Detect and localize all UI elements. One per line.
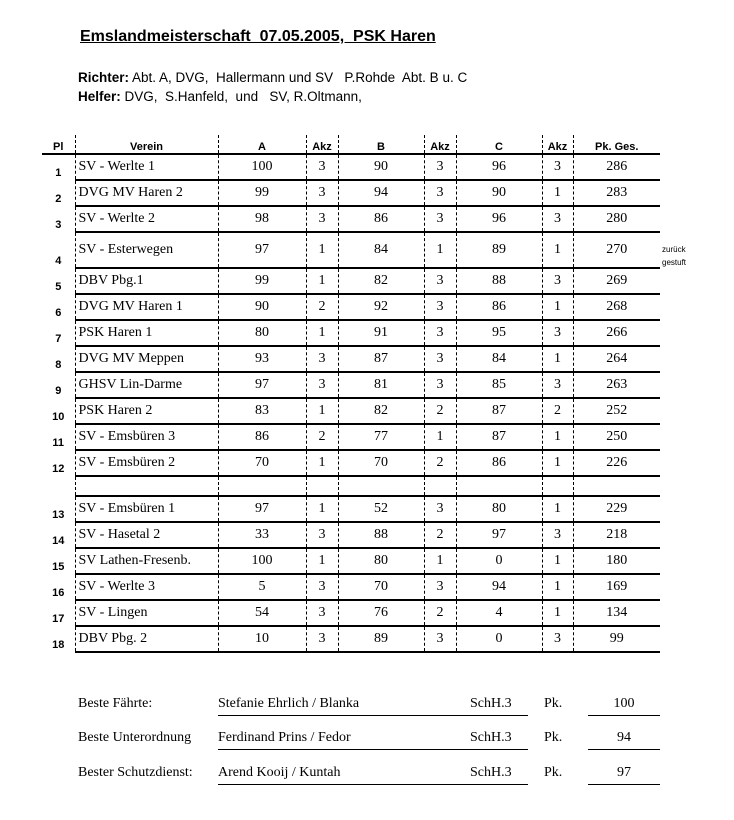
cell-akz-a: 3 — [306, 600, 338, 626]
table-row — [42, 154, 660, 180]
helfer-text: DVG, S.Hanfeld, und SV, R.Oltmann, — [120, 89, 362, 104]
cell-pk-ges: 99 — [573, 626, 660, 652]
table-row — [42, 522, 660, 548]
best-pk-label: Pk. — [544, 696, 563, 711]
cell-verein: SV - Emsbüren 2 — [75, 450, 218, 476]
cell-akz-b: 3 — [424, 154, 456, 180]
cell-akz-b: 3 — [424, 180, 456, 206]
cell-pk-ges: 169 — [573, 574, 660, 600]
header-akz-c: Akz — [542, 135, 573, 154]
best-value: 94 — [588, 730, 660, 750]
cell-score-c: 0 — [456, 548, 542, 574]
cell-akz-c: 1 — [542, 232, 573, 268]
cell-score-c: 97 — [456, 522, 542, 548]
cell-verein: SV - Werlte 2 — [75, 206, 218, 232]
cell-pl: 13 — [52, 509, 65, 521]
cell-verein: SV - Werlte 3 — [75, 574, 218, 600]
table-body — [42, 154, 660, 652]
cell-score-b: 94 — [338, 180, 424, 206]
cell-score-b: 81 — [338, 372, 424, 398]
cell-akz-a: 1 — [306, 548, 338, 574]
page-title: Emslandmeisterschaft 07.05.2005, PSK Haren — [80, 28, 436, 45]
cell-akz-b: 3 — [424, 268, 456, 294]
cell-akz-a: 3 — [306, 372, 338, 398]
best-value: 97 — [588, 765, 660, 785]
cell-score-a: 99 — [218, 268, 306, 294]
group-separator — [42, 476, 660, 496]
header-verein: Verein — [75, 135, 218, 154]
table-row — [42, 294, 660, 320]
cell-verein: PSK Haren 1 — [75, 320, 218, 346]
cell-score-c: 90 — [456, 180, 542, 206]
cell-score-c: 94 — [456, 574, 542, 600]
cell-akz-b: 2 — [424, 450, 456, 476]
best-class: SchH.3 — [470, 765, 512, 780]
cell-pl: 18 — [52, 639, 65, 651]
cell-score-a: 80 — [218, 320, 306, 346]
cell-pk-ges: 252 — [573, 398, 660, 424]
cell-score-b: 90 — [338, 154, 424, 180]
cell-akz-b: 3 — [424, 294, 456, 320]
cell-akz-c: 1 — [542, 180, 573, 206]
cell-verein: SV - Emsbüren 1 — [75, 496, 218, 522]
cell-akz-b: 3 — [424, 206, 456, 232]
cell-verein: GHSV Lin-Darme — [75, 372, 218, 398]
cell-akz-b: 3 — [424, 320, 456, 346]
cell-verein: SV - Emsbüren 3 — [75, 424, 218, 450]
best-pk-label: Pk. — [544, 730, 563, 745]
cell-pl: 8 — [55, 359, 62, 371]
cell-score-a: 97 — [218, 372, 306, 398]
cell-akz-b: 3 — [424, 372, 456, 398]
cell-pl: 4 — [55, 255, 62, 267]
header-pk-ges: Pk. Ges. — [573, 135, 660, 154]
cell-pk-ges: 286 — [573, 154, 660, 180]
cell-score-c: 84 — [456, 346, 542, 372]
cell-akz-a: 1 — [306, 450, 338, 476]
cell-akz-c: 1 — [542, 496, 573, 522]
cell-akz-c: 3 — [542, 626, 573, 652]
cell-akz-c: 3 — [542, 522, 573, 548]
table-row — [42, 626, 660, 652]
cell-pk-ges: 180 — [573, 548, 660, 574]
cell-score-b: 82 — [338, 398, 424, 424]
cell-akz-c: 1 — [542, 346, 573, 372]
cell-pl: 12 — [52, 463, 65, 475]
table-row — [42, 346, 660, 372]
header-akz-b: Akz — [424, 135, 456, 154]
cell-score-b: 84 — [338, 232, 424, 268]
cell-score-a: 100 — [218, 548, 306, 574]
cell-akz-b: 3 — [424, 574, 456, 600]
cell-score-a: 90 — [218, 294, 306, 320]
cell-akz-b: 2 — [424, 600, 456, 626]
cell-verein: SV - Werlte 1 — [75, 154, 218, 180]
cell-akz-c: 1 — [542, 574, 573, 600]
cell-verein: SV - Hasetal 2 — [75, 522, 218, 548]
cell-score-c: 88 — [456, 268, 542, 294]
richter-line — [78, 70, 467, 85]
cell-score-c: 95 — [456, 320, 542, 346]
cell-score-b: 89 — [338, 626, 424, 652]
cell-pl: 2 — [55, 193, 62, 205]
table-row — [42, 320, 660, 346]
table-header-row — [42, 135, 660, 154]
cell-pk-ges: 268 — [573, 294, 660, 320]
cell-pk-ges: 226 — [573, 450, 660, 476]
cell-akz-a: 3 — [306, 154, 338, 180]
cell-score-a: 83 — [218, 398, 306, 424]
cell-akz-a: 1 — [306, 496, 338, 522]
best-name: Arend Kooij / Kuntah — [218, 765, 528, 785]
cell-score-c: 85 — [456, 372, 542, 398]
header-c: C — [456, 135, 542, 154]
cell-akz-a: 3 — [306, 180, 338, 206]
cell-verein: SV - Esterwegen — [75, 232, 218, 268]
header-akz-a: Akz — [306, 135, 338, 154]
table-row — [42, 372, 660, 398]
cell-pl: 9 — [55, 385, 62, 397]
cell-verein: SV Lathen-Fresenb. — [75, 548, 218, 574]
cell-akz-c: 3 — [542, 206, 573, 232]
cell-pk-ges: 250 — [573, 424, 660, 450]
cell-akz-c: 3 — [542, 268, 573, 294]
best-faehrte-row — [78, 692, 668, 720]
note-line-1: zurück — [662, 245, 686, 254]
best-name: Ferdinand Prins / Fedor — [218, 730, 528, 750]
cell-akz-b: 3 — [424, 626, 456, 652]
cell-score-c: 86 — [456, 450, 542, 476]
cell-pl: 1 — [55, 167, 62, 179]
cell-verein: SV - Lingen — [75, 600, 218, 626]
cell-score-a: 10 — [218, 626, 306, 652]
table-row — [42, 424, 660, 450]
cell-score-b: 91 — [338, 320, 424, 346]
cell-score-b: 86 — [338, 206, 424, 232]
helfer-label: Helfer: — [78, 89, 121, 104]
cell-score-a: 70 — [218, 450, 306, 476]
cell-pk-ges: 283 — [573, 180, 660, 206]
cell-pl: 15 — [52, 561, 65, 573]
cell-akz-b: 2 — [424, 398, 456, 424]
cell-pl: 3 — [55, 219, 62, 231]
cell-akz-c: 3 — [542, 154, 573, 180]
cell-akz-a: 3 — [306, 346, 338, 372]
cell-pk-ges: 280 — [573, 206, 660, 232]
best-pk-label: Pk. — [544, 765, 563, 780]
best-class: SchH.3 — [470, 730, 512, 745]
table-row — [42, 232, 660, 268]
best-value: 100 — [588, 696, 660, 716]
cell-pk-ges: 266 — [573, 320, 660, 346]
cell-score-a: 54 — [218, 600, 306, 626]
cell-pl: 5 — [55, 281, 62, 293]
header-pl: Pl — [42, 135, 75, 154]
cell-verein: DBV Pbg.1 — [75, 268, 218, 294]
cell-pk-ges: 264 — [573, 346, 660, 372]
best-class: SchH.3 — [470, 696, 512, 711]
cell-score-a: 5 — [218, 574, 306, 600]
note-zurueckgestuft — [662, 243, 686, 269]
cell-akz-b: 1 — [424, 424, 456, 450]
cell-verein: DVG MV Haren 2 — [75, 180, 218, 206]
cell-pl: 14 — [52, 535, 65, 547]
cell-score-b: 70 — [338, 574, 424, 600]
cell-akz-c: 1 — [542, 450, 573, 476]
cell-pl: 10 — [52, 411, 65, 423]
cell-score-a: 98 — [218, 206, 306, 232]
table-row — [42, 206, 660, 232]
cell-akz-a: 2 — [306, 424, 338, 450]
table-row — [42, 398, 660, 424]
cell-verein: DVG MV Meppen — [75, 346, 218, 372]
cell-score-c: 87 — [456, 398, 542, 424]
table-row — [42, 180, 660, 206]
cell-score-b: 92 — [338, 294, 424, 320]
cell-pl: 7 — [55, 333, 62, 345]
cell-score-a: 97 — [218, 496, 306, 522]
cell-akz-b: 1 — [424, 232, 456, 268]
cell-pl: 6 — [55, 307, 62, 319]
cell-pl: 11 — [52, 437, 65, 449]
best-label: Beste Unterordnung — [78, 730, 192, 745]
cell-akz-b: 2 — [424, 522, 456, 548]
cell-akz-b: 1 — [424, 548, 456, 574]
cell-score-b: 82 — [338, 268, 424, 294]
cell-score-c: 80 — [456, 496, 542, 522]
table-row — [42, 574, 660, 600]
cell-akz-b: 3 — [424, 496, 456, 522]
table-row — [42, 600, 660, 626]
cell-pk-ges: 270 — [573, 232, 660, 268]
helfer-line — [78, 89, 362, 104]
cell-pk-ges: 229 — [573, 496, 660, 522]
richter-text: Abt. A, DVG, Hallermann und SV P.Rohde Abt. B u. C — [129, 70, 468, 85]
cell-akz-a: 3 — [306, 206, 338, 232]
table-row — [42, 268, 660, 294]
cell-score-a: 93 — [218, 346, 306, 372]
cell-akz-a: 3 — [306, 574, 338, 600]
cell-pk-ges: 218 — [573, 522, 660, 548]
cell-akz-c: 1 — [542, 548, 573, 574]
cell-akz-c: 2 — [542, 398, 573, 424]
cell-score-a: 97 — [218, 232, 306, 268]
cell-akz-b: 3 — [424, 346, 456, 372]
cell-score-c: 96 — [456, 206, 542, 232]
cell-score-b: 88 — [338, 522, 424, 548]
cell-akz-c: 1 — [542, 600, 573, 626]
cell-akz-c: 1 — [542, 424, 573, 450]
cell-akz-a: 1 — [306, 320, 338, 346]
results-table — [42, 135, 660, 653]
cell-akz-a: 3 — [306, 626, 338, 652]
header-b: B — [338, 135, 424, 154]
cell-pl: 17 — [52, 613, 65, 625]
best-unterordnung-row — [78, 726, 668, 754]
cell-pk-ges: 134 — [573, 600, 660, 626]
cell-score-a: 33 — [218, 522, 306, 548]
cell-score-c: 86 — [456, 294, 542, 320]
cell-pl: 16 — [52, 587, 65, 599]
best-name: Stefanie Ehrlich / Blanka — [218, 696, 528, 716]
cell-verein: PSK Haren 2 — [75, 398, 218, 424]
note-line-2: gestuft — [662, 258, 687, 267]
cell-akz-a: 2 — [306, 294, 338, 320]
best-label: Beste Fährte: — [78, 696, 153, 711]
cell-score-b: 76 — [338, 600, 424, 626]
cell-score-c: 87 — [456, 424, 542, 450]
richter-label: Richter: — [78, 70, 130, 85]
cell-score-c: 96 — [456, 154, 542, 180]
best-schutzdienst-row — [78, 761, 668, 789]
cell-score-c: 4 — [456, 600, 542, 626]
cell-pk-ges: 263 — [573, 372, 660, 398]
cell-score-c: 0 — [456, 626, 542, 652]
cell-score-b: 70 — [338, 450, 424, 476]
cell-score-b: 77 — [338, 424, 424, 450]
cell-score-b: 52 — [338, 496, 424, 522]
cell-pk-ges: 269 — [573, 268, 660, 294]
best-label: Bester Schutzdienst: — [78, 765, 193, 780]
cell-akz-c: 3 — [542, 372, 573, 398]
cell-score-a: 100 — [218, 154, 306, 180]
table-row — [42, 450, 660, 476]
cell-score-c: 89 — [456, 232, 542, 268]
cell-akz-c: 3 — [542, 320, 573, 346]
cell-akz-a: 1 — [306, 232, 338, 268]
cell-score-b: 87 — [338, 346, 424, 372]
cell-score-a: 86 — [218, 424, 306, 450]
cell-akz-a: 1 — [306, 268, 338, 294]
table-row — [42, 548, 660, 574]
cell-akz-a: 3 — [306, 522, 338, 548]
cell-verein: DVG MV Haren 1 — [75, 294, 218, 320]
cell-akz-c: 1 — [542, 294, 573, 320]
cell-score-a: 99 — [218, 180, 306, 206]
table-row — [42, 496, 660, 522]
cell-akz-a: 1 — [306, 398, 338, 424]
cell-score-b: 80 — [338, 548, 424, 574]
cell-verein: DBV Pbg. 2 — [75, 626, 218, 652]
header-a: A — [218, 135, 306, 154]
